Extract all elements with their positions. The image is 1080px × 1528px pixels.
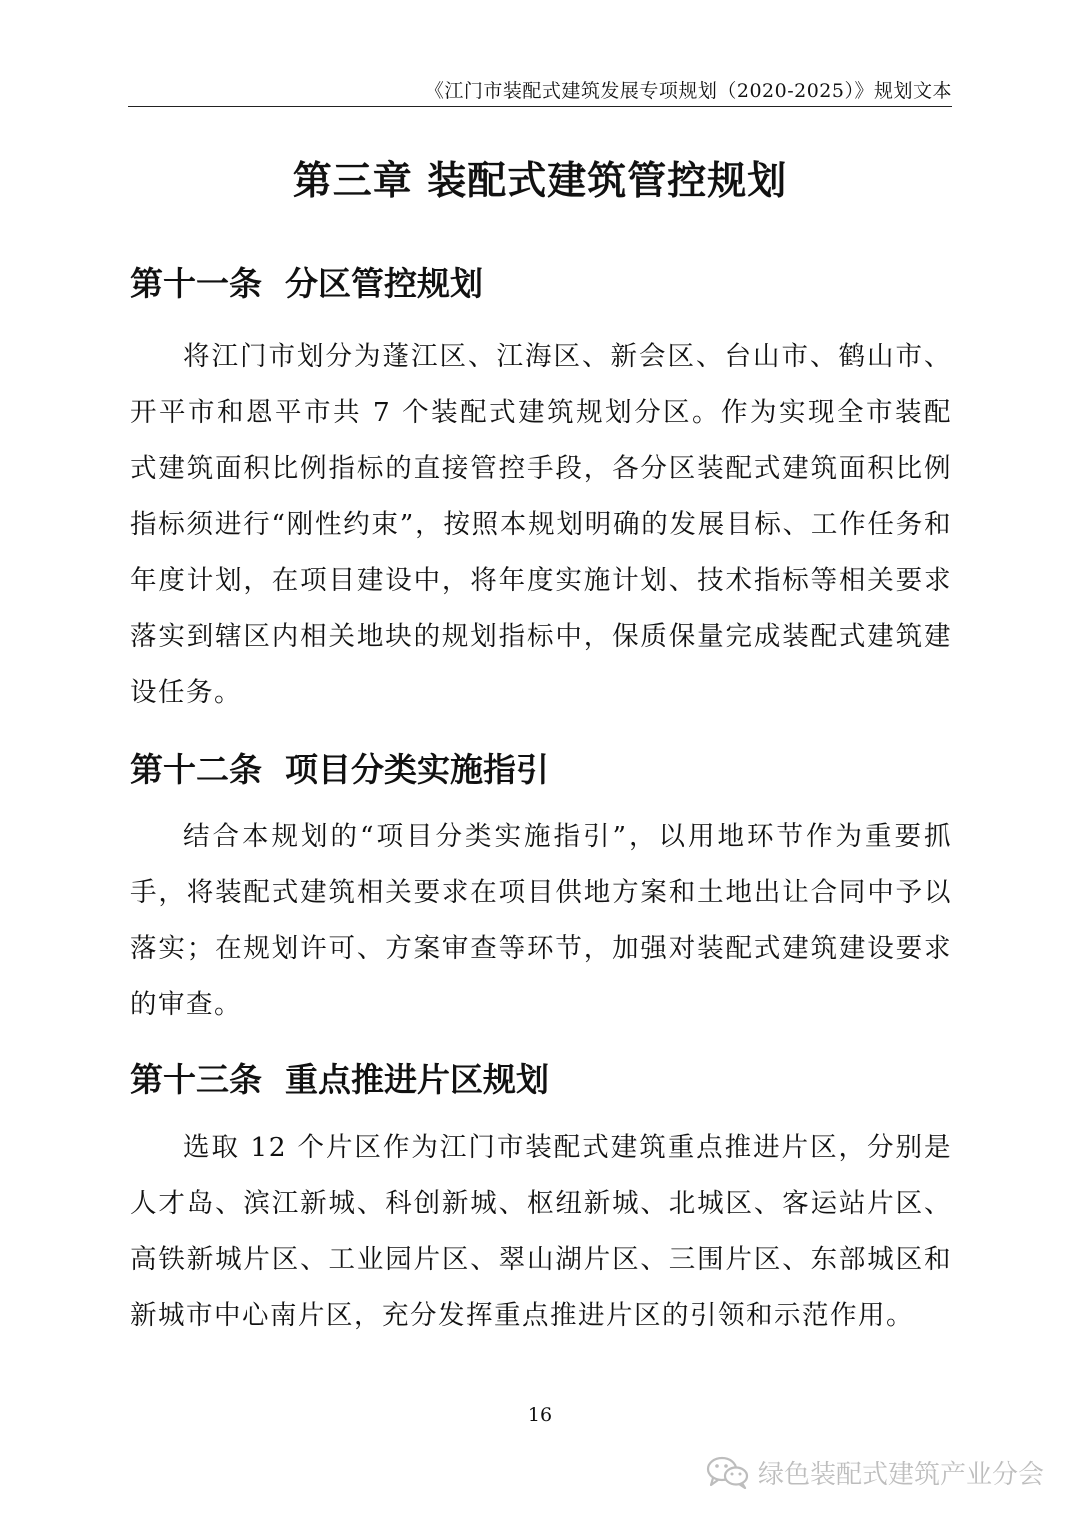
wechat-icon xyxy=(706,1455,750,1489)
section-13-body: 选取 12 个片区作为江门市装配式建筑重点推进片区，分别是人才岛、滨江新城、科创新城、枢纽新城、北城区、客运站片区、高铁新城片区、工业园片区、翠山湖片区、三围片区、东部城区和新城市中心南片区，充分发挥重点推进片区的引领和示范作用。 xyxy=(130,1132,952,1331)
chapter-title: 第三章 装配式建筑管控规划 xyxy=(292,159,788,204)
page-number: 16 xyxy=(527,1404,553,1426)
section-12-body: 结合本规划的“项目分类实施指引”，以用地环节作为重要抓手，将装配式建筑相关要求在项目供地方案和土地出让合同中予以落实；在规划许可、方案审查等环节，加强对装配式建筑建设要求的审查。 xyxy=(130,821,952,1020)
section-13-title: 第十三条 重点推进片区规划 xyxy=(130,1060,549,1099)
section-12-title: 第十二条 项目分类实施指引 xyxy=(130,750,549,789)
section-11-title: 第十一条 分区管控规划 xyxy=(130,264,483,303)
watermark-text: 绿色装配式建筑产业分会 xyxy=(758,1459,1045,1490)
watermark xyxy=(706,1452,1056,1492)
running-header: 《江门市装配式建筑发展专项规划（2020-2025）》规划文本 xyxy=(424,80,952,102)
section-11-body: 将江门市划分为蓬江区、江海区、新会区、台山市、鹤山市、开平市和恩平市共 7 个装配式建筑规划分区。作为实现全市装配式建筑面积比例指标的直接管控手段，各分区装配式建筑面积比例指标须进行“刚性约束”，按照本规划明确的发展目标、工作任务和年度计划，在项目建设中，将年度实施计划、技术指标等相关要求落实到辖区内相关地块的规划指标中，保质保量完成装配式建筑建设任务。 xyxy=(130,341,952,708)
header-divider xyxy=(128,106,952,107)
